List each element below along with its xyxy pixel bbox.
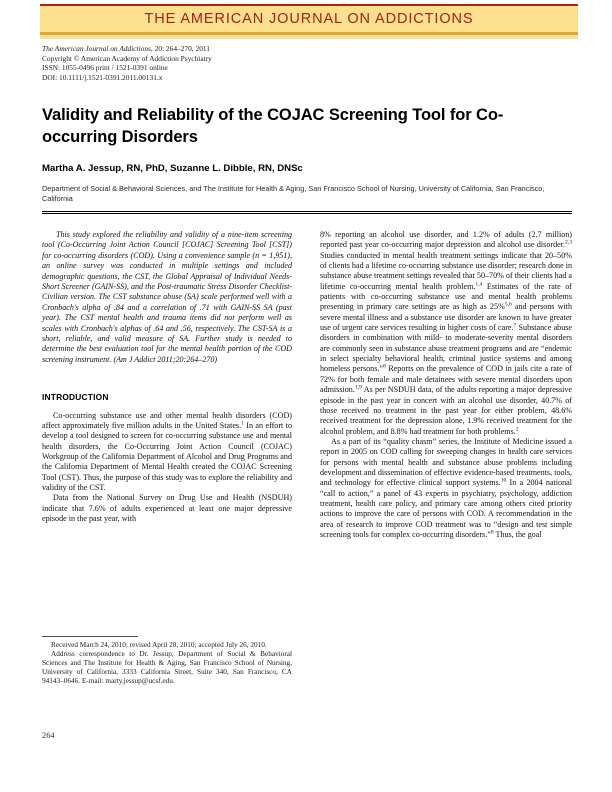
right-paragraph-1 [320, 230, 572, 437]
right-par1-part-c: Estimates of the rate of patients with co-occurring substance use and mental health problems presenting in primary care settings are as high as 25% [320, 281, 572, 312]
citation-superscript: 2 [515, 425, 519, 432]
right-par2-part-a: As a part of its “quality chasm” series, the Institute of Medicine issued a report in 2005 on COD calling for sweeping changes in health care services for persons with mental health and substance abuse problems including development and dissemination of effective evidence-based treatments, tools, and technology for effective clinical support systems. [320, 436, 572, 488]
masthead-doi: DOI: 10.1111/j.1521-0391.2011.00131.x [42, 72, 163, 82]
right-par1-part-g: As per NSDUH data, of the adults reporting a major depressive episode in the past year in concert with an alcohol use disorder, 40.7% of those received no treatment in the past year for either problem, 48.6% received treatment for the depression alone, 1.9% received treatment for the alcohol problem, and 8.8% had treatment for both problems. [320, 385, 572, 436]
masthead-issn: ISSN: 1055-0496 print / 1521-0391 online [42, 63, 168, 73]
right-par2-part-b: In a 2004 national “call to action,” a panel of 43 experts in psychiatry, psychology, addiction treatment, health care policy, and primary care among others cited priority actions to improve the care of persons with COD. A recommendation in the area of research to improve COD treatment was to “design and test simple screening tools for complex co-occurring disorders.” [320, 478, 572, 539]
intro-paragraph-1 [42, 411, 292, 494]
abstract [42, 230, 292, 365]
article-title: Validity and Reliability of the COJAC Screening Tool for Co-occurring Disorders [42, 106, 504, 146]
journal-title: THE AMERICAN JOURNAL ON ADDICTIONS [144, 11, 474, 27]
right-par1-part-d: and persons with severe mental illness and a substance use disorder are known to have greater use of urgent care services resulting in higher costs of care. [320, 302, 572, 333]
citation-superscript: 10 [500, 477, 507, 484]
footnote-correspondence: Address correspondence to Dr. Jessup, Department of Social & Behavioral Sciences and The Institute for Health & Aging, San Francisco School of Nursing, University of California, 3333 California Street, Suite 340, San Francisco, CA 94143–0646. E-mail: marty.jessup@ucsf.edu. [42, 650, 292, 686]
intro-par1-part-a: Co-occurring substance use and other mental health disorders (COD) affect approximately five million adults in the United States. [42, 410, 292, 430]
abstract-text: This study explored the reliability and validity of a nine-item screening tool (Co-Occurring Joint Action Council [COJAC] Screening Tool [CST]) for co-occurring disorders (COD). Using a convenience sample (n = 1,951), an online survey was conducted in multiple settings and included demographic questions, the CST, the Global Appraisal of Individual Needs-Short Screener (GAIN-SS), and the Post-traumatic Stress Disorder Checklist-Civilian version. The CST substance abuse (SA) scale performed well with a Cronbach's alpha of .84 and a correlation of .71 with GAIN-SS SA (past year). The CST mental health and trauma items did not perform well as scales with Cronbach's alphas of .64 and .56, respectively. The CST-SA is a short, reliable, and valid measure of SA. Further study is needed to determine the best evaluation tool for the mental health portion of the COD screening instrument. [42, 230, 292, 364]
article-affiliation: Department of Social & Behavioral Sciences, and The Institute for Health & Aging, San Francisco School of Nursing, University of California, San Francisco, California [42, 184, 545, 203]
masthead-citation-italic: The American Journal on Addictions, [42, 44, 153, 53]
masthead-citation [42, 44, 372, 54]
journal-banner [40, 4, 578, 39]
intro-paragraph-2: Data from the National Survey on Drug Use and Health (NSDUH) indicate that 7.6% of adults experienced at least one major depressive episode in the past year, with [42, 493, 292, 524]
citation-superscript: 1,4 [475, 281, 483, 288]
citation-superscript: 1 [241, 420, 244, 427]
citation-superscript: 8 [490, 529, 494, 536]
right-par1-part-b: Studies conducted in mental health treatment settings indicate that 20–50% of clients had a lifetime co-occurring substance use disorder; research done in substance abuse treatment settings revealed that 50–70% of their clients had a lifetime co-occurring mental health problem. [320, 250, 572, 291]
header-divider-rule [42, 211, 572, 214]
right-par2-part-c: Thus, the goal [493, 529, 542, 539]
citation-superscript: 5,6 [504, 301, 512, 308]
banner-body [40, 6, 578, 32]
article-authors: Martha A. Jessup, RN, PhD, Suzanne L. Dibble, RN, DNSc [42, 163, 303, 174]
citation-superscript: 2,3 [565, 239, 572, 246]
intro-par1-part-b: In an effort to develop a tool designed to screen for co-occurring substance use and mental health disorders, the Co-Occurring Joint Action Council (COJAC) Workgroup of the California Department of Alcohol and Drug Programs and the California Department of Mental Health created the COJAC Screening Tool (CST). Thus, the purpose of this study was to explore the reliability and validity of the CST. [42, 420, 292, 493]
banner-tail [40, 35, 578, 39]
masthead-metadata [42, 44, 372, 82]
section-heading-introduction: INTRODUCTION [42, 392, 109, 403]
masthead-copyright: Copyright © American Academy of Addiction Psychiatry [42, 53, 212, 63]
abstract-citation: (Am J Addict 2011;20:264–270) [113, 354, 218, 364]
right-paragraph-2 [320, 437, 572, 540]
citation-superscript: 7 [513, 322, 517, 329]
footnote-block [42, 641, 292, 686]
masthead-citation-rest: 20: 264–270, 2011 [152, 44, 211, 53]
right-par1-part-e: Substance abuse disorders in combination with mild- to moderate-severity mental disorders are commonly seen in substance abuse treatment programs and are “endemic in select specialty behavioral health, criminal justice systems and among homeless persons.” [320, 323, 572, 374]
citation-superscript: 8 [383, 363, 386, 370]
footnote-received: Received March 24, 2010; revised April 28, 2010; accepted July 26, 2010. [51, 641, 267, 649]
right-par1-part-a: 8% reporting an alcohol use disorder, and 1.2% of adults (2.7 million) reported past year co-occurring major depression and alcohol use disorder. [320, 230, 572, 250]
footnote-separator-rule [42, 636, 138, 637]
citation-superscript: 1,9 [354, 384, 362, 391]
page-number: 264 [42, 731, 55, 740]
right-par1-part-f: Reports on the prevalence of COD in jails cite a rate of 72% for both female and male detainees with severe mental disorders upon admission. [320, 364, 573, 395]
right-column [320, 230, 572, 540]
left-column [42, 230, 292, 524]
